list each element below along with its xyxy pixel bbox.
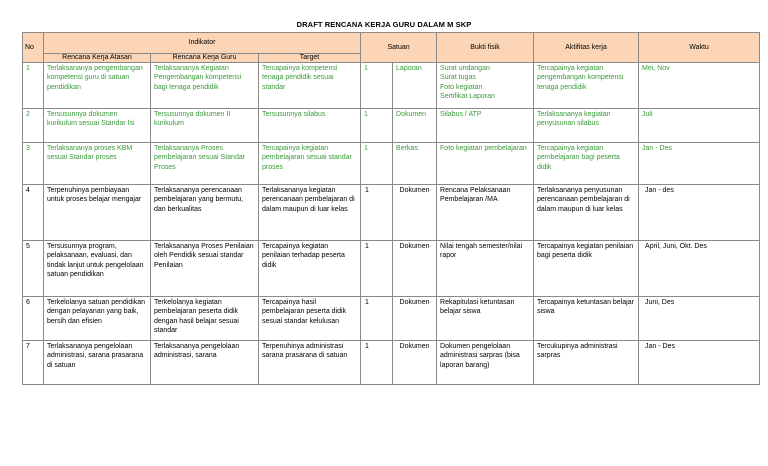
satuan-cell: Dokumen [393, 185, 437, 241]
satuan-cell: Dokumen [393, 297, 437, 341]
row-number: 2 [23, 109, 44, 143]
row-number: 4 [23, 185, 44, 241]
quantity-cell: 1 [361, 297, 393, 341]
header-rencana-guru: Rencana Kerja Guru [151, 54, 259, 63]
quantity-cell: 1 [361, 63, 393, 109]
aktifitas-cell: Tercukupinya administrasi sarpras [534, 341, 639, 385]
bukti-fisik-cell: Rencana Pelaksanaan Pembelajaran /MA [437, 185, 534, 241]
bukti-fisik-cell: Foto kegiatan pembelajaran [437, 143, 534, 185]
aktifitas-cell: Tercapainya ketuntasan belajar siswa [534, 297, 639, 341]
row-number: 7 [23, 341, 44, 385]
aktifitas-cell: Terlaksananya kegiatan penyusunan silabus [534, 109, 639, 143]
rencana-guru-cell: Terlaksananya pengelolaan administrasi, sarana [151, 341, 259, 385]
rencana-guru-cell: Terlaksananya Proses Penilaian oleh Pendidik sesuai standar Penilaian [151, 241, 259, 297]
table-row [23, 143, 760, 185]
aktifitas-cell: Tercapainya kegiatan pembelajaran bagi peserta didik [534, 143, 639, 185]
header-target: Target [259, 54, 361, 63]
rencana-guru-cell: Tersusunnya dokumen II kurikulum [151, 109, 259, 143]
aktifitas-cell: Terlaksananya penyusunan perencanaan pembelajaran di dalam maupun di luar kelas [534, 185, 639, 241]
table-row [23, 185, 760, 241]
rencana-atasan-cell: Terpenuhinya pembiayaan untuk proses belajar mengajar [44, 185, 151, 241]
target-cell: Tercapainya kegiatan pembelajaran sesuai standar proses [259, 143, 361, 185]
rencana-atasan-cell: Terlaksananya pengelolaan administrasi, sarana prasarana di satuan [44, 341, 151, 385]
bukti-fisik-cell: Silabus / ATP [437, 109, 534, 143]
target-cell: Tercapainya hasil pembelajaran peserta didik sesuai standar kelulusan [259, 297, 361, 341]
target-cell: Tercapainya kompetensi tenaga pendidik sesuai standar [259, 63, 361, 109]
waktu-cell: April, Juni, Okt. Des [639, 241, 760, 297]
table-row [23, 241, 760, 297]
target-cell: Tersusunnya silabus [259, 109, 361, 143]
quantity-cell: 1 [361, 109, 393, 143]
table-row [23, 341, 760, 385]
satuan-cell: Dokumen [393, 241, 437, 297]
header-aktifitas-kerja: Aktifitas kerja [534, 33, 639, 63]
header-indikator: Indikator [44, 33, 361, 54]
row-number: 3 [23, 143, 44, 185]
rencana-atasan-cell: Terkelolanya satuan pendidikan dengan pelayanan yang baik, bersih dan efisien [44, 297, 151, 341]
header-waktu: Waktu [639, 33, 760, 63]
table-row [23, 109, 760, 143]
bukti-fisik-cell: Rekapitulasi ketuntasan belajar siswa [437, 297, 534, 341]
rencana-atasan-cell: Tersusunnya dokumen kurikulum sesuai Standar Isi [44, 109, 151, 143]
table-row [23, 63, 760, 109]
header-rencana-atasan: Rencana Kerja Atasan [44, 54, 151, 63]
target-cell: Tercapainya kegiatan penilaian terhadap peserta didik [259, 241, 361, 297]
row-number: 6 [23, 297, 44, 341]
work-plan-table [22, 32, 760, 385]
quantity-cell: 1 [361, 341, 393, 385]
bukti-fisik-cell: Surat undangan Surat tugas Foto kegiatan Sertifikat Laporan [437, 63, 534, 109]
waktu-cell: Juli [639, 109, 760, 143]
satuan-cell: Laporan [393, 63, 437, 109]
document-title: DRAFT RENCANA KERJA GURU DALAM M SKP [296, 20, 472, 29]
header-satuan: Satuan [361, 33, 437, 63]
table-row [23, 297, 760, 341]
rencana-guru-cell: Terlaksananya perencanaan pembelajaran yang bermutu, dan berkualitas [151, 185, 259, 241]
satuan-cell: Dokumen [393, 341, 437, 385]
target-cell: Terlaksananya kegiatan perencanaan pembelajaran di dalam maupun di luar kelas [259, 185, 361, 241]
quantity-cell: 1 [361, 241, 393, 297]
bukti-fisik-cell: Nilai tengah semester/nilai rapor [437, 241, 534, 297]
satuan-cell: Berkas [393, 143, 437, 185]
bukti-fisik-cell: Dokumen pengelolaan administrasi sarpras (bisa laporan barang) [437, 341, 534, 385]
waktu-cell: Jan - Des [639, 341, 760, 385]
row-number: 1 [23, 63, 44, 109]
header-no: No [23, 33, 44, 63]
waktu-cell: Jan - Des [639, 143, 760, 185]
header-bukti-fisik: Bukti fisik [437, 33, 534, 63]
row-number: 5 [23, 241, 44, 297]
waktu-cell: Jan - des [639, 185, 760, 241]
aktifitas-cell: Tercapainya kegiatan pengembangan kompetensi tenaga pendidik [534, 63, 639, 109]
waktu-cell: Juni, Des [639, 297, 760, 341]
rencana-guru-cell: Terlaksananya Kegiatan Pengembangan kompetensi bagi tenaga pendidik [151, 63, 259, 109]
satuan-cell: Dokumen [393, 109, 437, 143]
aktifitas-cell: Tercapainya kegiatan penilaian bagi peserta didik [534, 241, 639, 297]
rencana-guru-cell: Terkelolanya kegiatan pembelajaran peserta didik dengan hasil belajar sesuai standar [151, 297, 259, 341]
rencana-atasan-cell: Terlaksananya pengembangan kompetensi guru di satuan pendidikan [44, 63, 151, 109]
waktu-cell: Mei, Nov [639, 63, 760, 109]
rencana-guru-cell: Terlaksananya Proses pembelajaran sesuai Standar Proses [151, 143, 259, 185]
quantity-cell: 1 [361, 143, 393, 185]
quantity-cell: 1 [361, 185, 393, 241]
rencana-atasan-cell: Tersusunnya program, pelaksanaan, evaluasi, dan tindak lanjut untuk pengelolaan satuan pendidikan [44, 241, 151, 297]
target-cell: Terpenuhinya administrasi sarana prasarana di satuan [259, 341, 361, 385]
rencana-atasan-cell: Terlaksananya proses KBM sesuai Standar proses [44, 143, 151, 185]
